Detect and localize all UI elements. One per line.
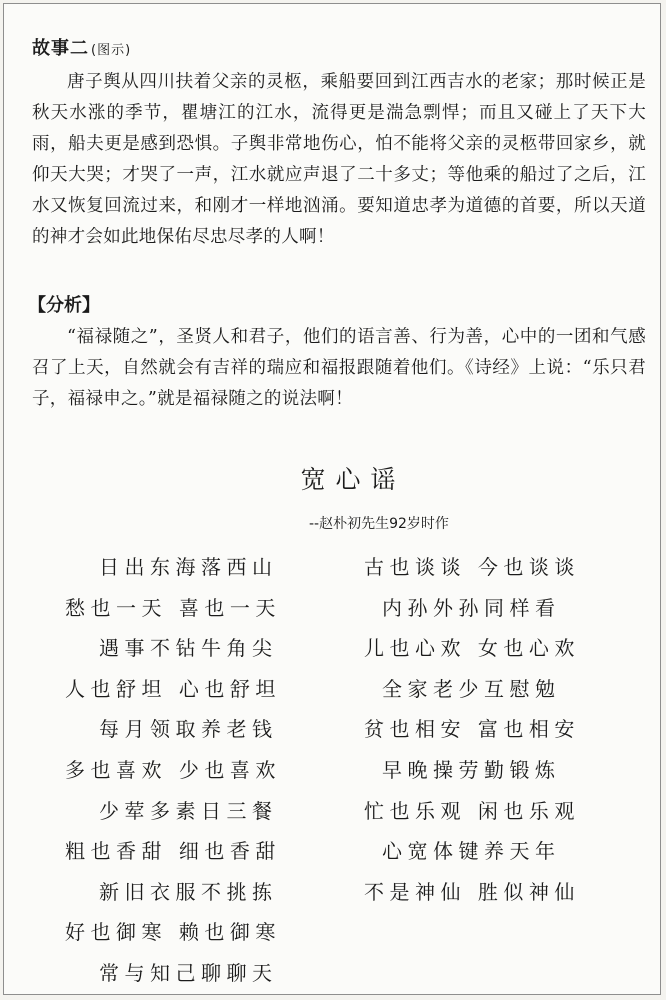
poem-author: --赵朴初先生92岁时作 xyxy=(309,516,449,532)
poem-line: 儿也心欢 女也心欢 xyxy=(364,636,580,661)
story-heading-note: (图示) xyxy=(91,43,132,58)
poem-line: 贫也相安 富也相安 xyxy=(364,717,580,742)
story-heading-text: 故事二 xyxy=(32,38,89,59)
poem-line: 内孙外孙同样看 xyxy=(382,595,561,620)
poem-line: 多也喜欢 少也喜欢 xyxy=(65,757,281,782)
poem-line: 日出东海落西山 xyxy=(99,555,278,579)
poem-right-column xyxy=(354,547,644,912)
poem-line: 全家老少互慰勉 xyxy=(382,676,561,701)
poem-line: 人也舒坦 心也舒坦 xyxy=(65,676,281,701)
poem-line: 遇事不钻牛角尖 xyxy=(99,636,278,661)
poem-line: 忙也乐观 闲也乐观 xyxy=(364,798,580,823)
analysis-heading: 【分析】 xyxy=(28,295,100,316)
poem-left-column xyxy=(59,547,349,994)
poem-line: 常与知己聊聊天 xyxy=(99,960,278,985)
poem-line: 不是神仙 胜似神仙 xyxy=(364,879,580,904)
poem-line: 好也御寒 赖也御寒 xyxy=(65,920,281,945)
poem-line: 新旧衣服不挑拣 xyxy=(99,879,278,904)
poem-line: 古也谈谈 今也谈谈 xyxy=(364,555,580,579)
analysis-paragraph: “福禄随之”，圣贤人和君子，他们的语言善、行为善，心中的一团和气感召了上天，自然就会有吉祥的瑞应和福报跟随着他们。《诗经》上说：“乐只君子，福禄申之。”就是福禄随之的说法啊！ xyxy=(32,327,646,409)
story-paragraph: 唐子舆从四川扶着父亲的灵柩，乘船要回到江西吉水的老家；那时候正是秋天水涨的季节，瞿塘江的江水，流得更是湍急剽悍；而且又碰上了天下大雨，船夫更是感到恐惧。子舆非常地伤心，怕不能将父亲的灵柩带回家乡，就仰天大哭；才哭了一声，江水就应声退了二十多丈；等他乘的船过了之后，江水又恢复回流过来，和刚才一样地汹涌。要知道忠孝为道德的首要，所以天道的神才会如此地保佑尽忠尽孝的人啊！ xyxy=(32,72,646,247)
poem-title: 宽心谣 xyxy=(300,465,406,494)
poem-line: 粗也香甜 细也香甜 xyxy=(65,839,281,864)
poem-line: 每月领取养老钱 xyxy=(99,717,278,742)
book-page xyxy=(3,3,661,995)
poem-line: 早晚操劳勤锻炼 xyxy=(382,757,561,782)
story-heading xyxy=(32,34,131,60)
poem-line: 愁也一天 喜也一天 xyxy=(65,595,281,620)
poem-line: 少荤多素日三餐 xyxy=(99,798,278,823)
poem-line: 心宽体键养天年 xyxy=(382,839,561,864)
